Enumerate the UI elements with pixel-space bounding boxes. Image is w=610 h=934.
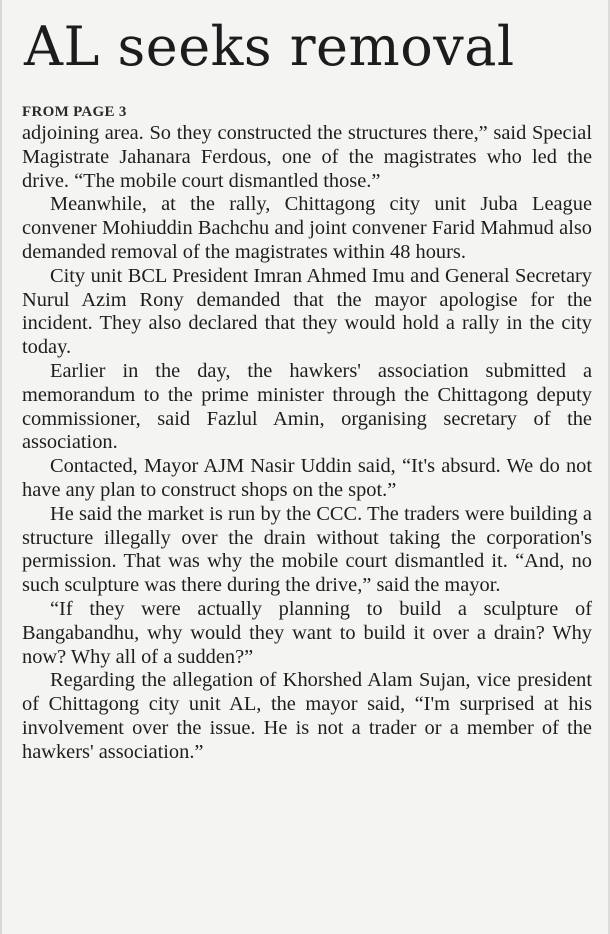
article-paragraph: Regarding the allegation of Khorshed Alam Sujan, vice president of Chittagong city unit AL, the mayor said, “I'm surprised at his involvement over the issue. He is not a trader or a member of the hawkers' association.” xyxy=(22,669,592,763)
article-paragraph: adjoining area. So they constructed the structures there,” said Special Magistrate Jahanara Ferdous, one of the magistrates who led the drive. “The mobile court dismantled those.” xyxy=(22,122,592,192)
article-paragraph: Contacted, Mayor AJM Nasir Uddin said, “It's absurd. We do not have any plan to construct shops on the spot.” xyxy=(22,455,592,501)
headline: AL seeks removal xyxy=(24,15,515,78)
article-paragraph: “If they were actually planning to build a sculpture of Bangabandhu, why would they want to build it over a drain? Why now? Why all of a sudden?” xyxy=(22,597,592,668)
article-paragraph: Earlier in the day, the hawkers' association submitted a memorandum to the prime minister through the Chittagong deputy commissioner, said Fazlul Amin, organising secretary of the association. xyxy=(22,359,592,454)
continuation-label: FROM PAGE 3 xyxy=(22,104,127,120)
article-body xyxy=(22,122,592,765)
article-paragraph: Meanwhile, at the rally, Chittagong city unit Juba League convener Mohiuddin Bachchu and joint convener Farid Mahmud also demanded removal of the magistrates within 48 hours. xyxy=(22,193,592,263)
article-paragraph: He said the market is run by the CCC. The traders were building a structure illegally over the drain without taking the corporation's permission. That was why the mobile court dismantled it. “And, no such sculpture was there during the drive,” said the mayor. xyxy=(22,502,592,597)
article-paragraph: City unit BCL President Imran Ahmed Imu and General Secretary Nurul Azim Rony demanded that the mayor apologise for the incident. They also declared that they would hold a rally in the city today. xyxy=(22,264,592,359)
